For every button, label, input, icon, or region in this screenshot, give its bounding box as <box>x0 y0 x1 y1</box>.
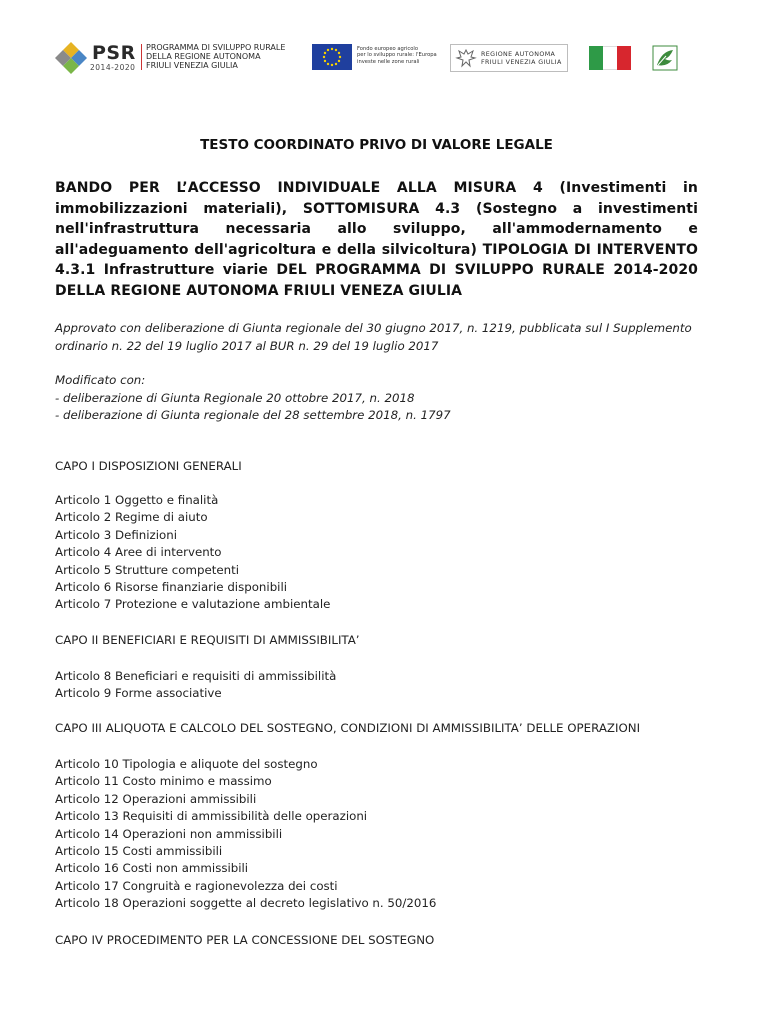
psr-years: 2014-2020 <box>90 63 136 72</box>
header-logos <box>0 40 770 76</box>
psr-divider <box>141 44 142 70</box>
eu-text: Fondo europeo agricolo per lo sviluppo rurale: l'Europa investe nelle zone rurali <box>357 46 437 65</box>
chapter-title: CAPO IV PROCEDIMENTO PER LA CONCESSIONE DEL SOSTEGNO <box>55 933 435 947</box>
italy-flag-icon <box>589 46 631 70</box>
region-fvg-logo <box>450 44 568 72</box>
chapter-3 <box>55 720 755 737</box>
toc-article: Articolo 17 Congruità e ragionevolezza dei costi <box>55 878 338 893</box>
toc-article: Articolo 5 Strutture competenti <box>55 562 239 577</box>
modification-note <box>55 372 698 425</box>
modification-line: - deliberazione di Giunta Regionale 20 ottobre 2017, n. 2018 <box>55 390 415 405</box>
chapter-1 <box>55 458 755 475</box>
approval-line: Approvato con deliberazione di Giunta regionale del 30 giugno 2017, n. 1219, pubblicata sul I Supplemento <box>55 321 692 335</box>
toc-article: Articolo 10 Tipologia e aliquote del sostegno <box>55 757 318 771</box>
eagle-icon <box>455 48 477 68</box>
psr-text: PROGRAMMA DI SVILUPPO RURALE DELLA REGIONE AUTONOMA FRIULI VENEZIA GIULIA <box>146 43 286 70</box>
psr-name: PSR <box>92 42 136 64</box>
document-title: TESTO COORDINATO PRIVO DI VALORE LEGALE <box>200 137 553 153</box>
bando-heading: BANDO PER L’ACCESSO INDIVIDUALE ALLA MISURA 4 (Investimenti in immobilizzazioni materiali), SOTTOMISURA 4.3 (Sostegno a investimenti nell'infrastruttura necessaria allo sviluppo, all'ammodernamento e all'adeguamento dell'agricoltura e della silvicoltura) TIPOLOGIA DI INTERVENTO 4.3.1 Infrastrutture viarie DEL PROGRAMMA DI SVILUPPO RURALE 2014-2020 DELLA REGIONE AUTONOMA FRIULI VENEZA GIULIA <box>55 180 698 299</box>
toc-article: Articolo 9 Forme associative <box>55 686 222 701</box>
toc-article: Articolo 8 Beneficiari e requisiti di ammissibilità <box>55 669 337 683</box>
psr-logo <box>54 40 290 76</box>
chapter-2 <box>55 632 755 649</box>
toc-article: Articolo 3 Definizioni <box>55 527 177 542</box>
modification-line: Modificato con: <box>55 373 146 387</box>
toc-article: Articolo 7 Protezione e valutazione ambientale <box>55 597 331 612</box>
approval-line: ordinario n. 22 del 19 luglio 2017 al BUR n. 29 del 19 luglio 2017 <box>55 338 439 353</box>
toc-article: Articolo 6 Risorse finanziarie disponibili <box>55 580 288 595</box>
approval-note <box>55 320 698 355</box>
toc-article: Articolo 15 Costi ammissibili <box>55 844 223 859</box>
chapter-2-articles <box>55 668 755 703</box>
chapter-3-articles <box>55 756 755 913</box>
psr-diamond-icon <box>54 41 88 75</box>
chapter-title: CAPO I DISPOSIZIONI GENERALI <box>55 459 242 473</box>
eu-feasr-logo <box>312 40 437 76</box>
chapter-title: CAPO II BENEFICIARI E REQUISITI DI AMMISSIBILITA’ <box>55 633 360 647</box>
toc-article: Articolo 16 Costi non ammissibili <box>55 861 249 876</box>
toc-article: Articolo 11 Costo minimo e massimo <box>55 774 272 789</box>
region-text: REGIONE AUTONOMA FRIULI VENEZIA GIULIA <box>481 51 562 66</box>
toc-article: Articolo 18 Operazioni soggette al decreto legislativo n. 50/2016 <box>55 896 437 911</box>
toc-article: Articolo 1 Oggetto e finalità <box>55 493 219 507</box>
toc-article: Articolo 12 Operazioni ammissibili <box>55 791 257 806</box>
eu-flag-icon <box>312 44 352 70</box>
toc-article: Articolo 2 Regime di aiuto <box>55 510 208 525</box>
toc-article: Articolo 4 Aree di intervento <box>55 545 222 560</box>
chapter-title: CAPO III ALIQUOTA E CALCOLO DEL SOSTEGNO, CONDIZIONI DI AMMISSIBILITA’ DELLE OPERAZIONI <box>55 721 641 735</box>
toc-article: Articolo 13 Requisiti di ammissibilità delle operazioni <box>55 809 368 824</box>
chapter-4 <box>55 932 755 949</box>
leader-logo-icon <box>652 45 678 71</box>
toc-article: Articolo 14 Operazioni non ammissibili <box>55 826 283 841</box>
modification-line: - deliberazione di Giunta regionale del 28 settembre 2018, n. 1797 <box>55 408 451 422</box>
chapter-1-articles <box>55 492 755 614</box>
